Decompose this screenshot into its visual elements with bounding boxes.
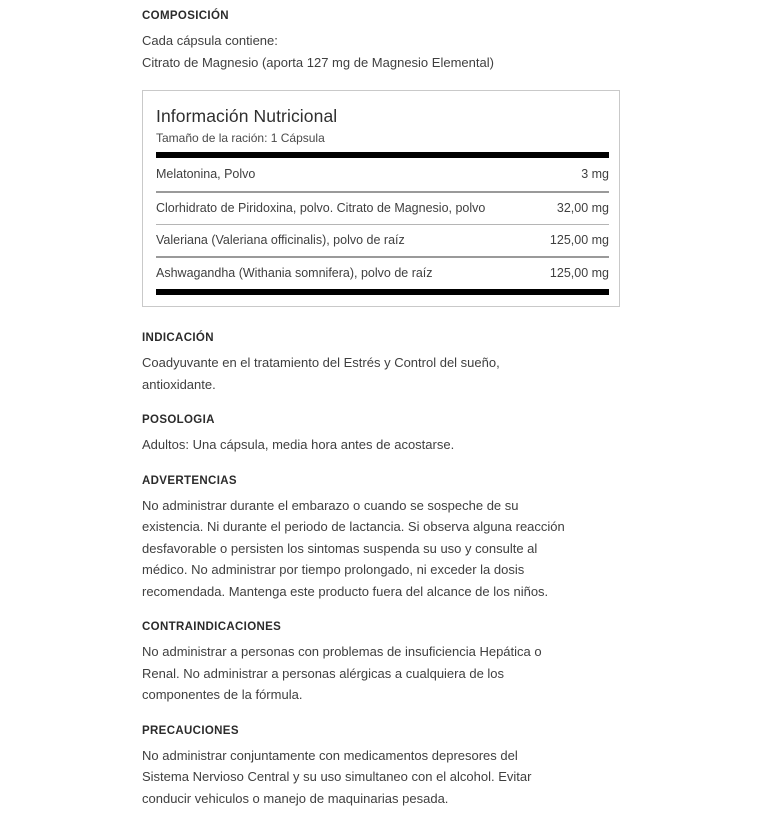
paragraph-line: recomendada. Mantenga este producto fuera del alcance de los niños. [142, 583, 549, 599]
paragraph-line: Coadyuvante en el tratamiento del Estrés y Control del sueño, [142, 355, 500, 370]
section-body-contraindicaciones [142, 641, 620, 706]
paragraph-line: No administrar durante el embarazo o cuando se sospeche de su [142, 497, 519, 513]
nutrition-row [156, 193, 609, 224]
paragraph-line: Citrato de Magnesio (aporta 127 mg de Magnesio Elemental) [142, 54, 494, 70]
paragraph-line: componentes de la fórmula. [142, 687, 303, 702]
paragraph-line: existencia. Ni durante el periodo de lactancia. Si observa alguna reacción [142, 519, 565, 534]
nutrition-row-name: Clorhidrato de Piridoxina, polvo. Citrato de Magnesio, polvo [156, 201, 486, 215]
nutrition-row-value: 3 mg [581, 167, 609, 181]
section-indicacion [142, 331, 620, 395]
nutrition-row-value: 125,00 mg [549, 233, 609, 247]
nutrition-row [156, 258, 609, 289]
section-advertencias [142, 474, 620, 603]
nutrition-facts-box [142, 90, 620, 307]
paragraph-line: antioxidante. [142, 376, 216, 392]
nutrition-row [156, 158, 609, 191]
leaflet-content [142, 9, 620, 809]
section-heading-posologia: POSOLOGIA [142, 414, 215, 426]
paragraph-line: conducir vehiculos o manejo de maquinarias pesada. [142, 790, 449, 806]
nutrition-rows [156, 158, 609, 289]
section-heading-contraindicaciones: CONTRAINDICACIONES [142, 621, 282, 633]
section-heading-indicacion: INDICACIÓN [142, 332, 214, 344]
section-body-advertencias [142, 495, 620, 603]
section-precauciones [142, 724, 620, 810]
section-heading-advertencias: ADVERTENCIAS [142, 474, 237, 487]
nutrition-rule-bottom-thick [156, 289, 609, 295]
paragraph-line: Sistema Nervioso Central y su uso simultaneo con el alcohol. Evitar [142, 769, 532, 784]
section-body-composicion [142, 30, 620, 73]
nutrition-row-value: 32,00 mg [556, 201, 609, 215]
paragraph-line: No administrar conjuntamente con medicamentos depresores del [142, 747, 518, 763]
nutrition-row [156, 225, 609, 256]
nutrition-row-name: Ashwagandha (Withania somnifera), polvo de raíz [156, 266, 433, 280]
section-body-precauciones [142, 745, 620, 810]
paragraph-line: Cada cápsula contiene: [142, 33, 278, 48]
section-composicion [142, 9, 620, 73]
section-posologia [142, 413, 620, 456]
section-body-posologia [142, 434, 620, 456]
paragraph-line: desfavorable o persisten los sintomas suspenda su uso y consulte al [142, 540, 538, 556]
paragraph-line: No administrar a personas con problemas de insuficiencia Hepática o [142, 644, 542, 659]
nutrition-facts-title: Información Nutricional [156, 106, 338, 126]
nutrition-row-value: 125,00 mg [549, 266, 609, 280]
paragraph-line: médico. No administrar por tiempo prolongado, ni exceder la dosis [142, 562, 525, 577]
nutrition-row-name: Valeriana (Valeriana officinalis), polvo de raíz [156, 233, 405, 247]
section-heading-precauciones: PRECAUCIONES [142, 724, 239, 737]
nutrition-serving-size: Tamaño de la ración: 1 Cápsula [156, 131, 325, 145]
paragraph-line: Renal. No administrar a personas alérgicas a cualquiera de los [142, 665, 505, 681]
section-heading-composicion: COMPOSICIÓN [142, 10, 229, 22]
section-body-indicacion [142, 352, 620, 395]
nutrition-row-name: Melatonina, Polvo [156, 167, 256, 181]
paragraph-line: Adultos: Una cápsula, media hora antes de acostarse. [142, 437, 455, 452]
section-contraindicaciones [142, 620, 620, 706]
